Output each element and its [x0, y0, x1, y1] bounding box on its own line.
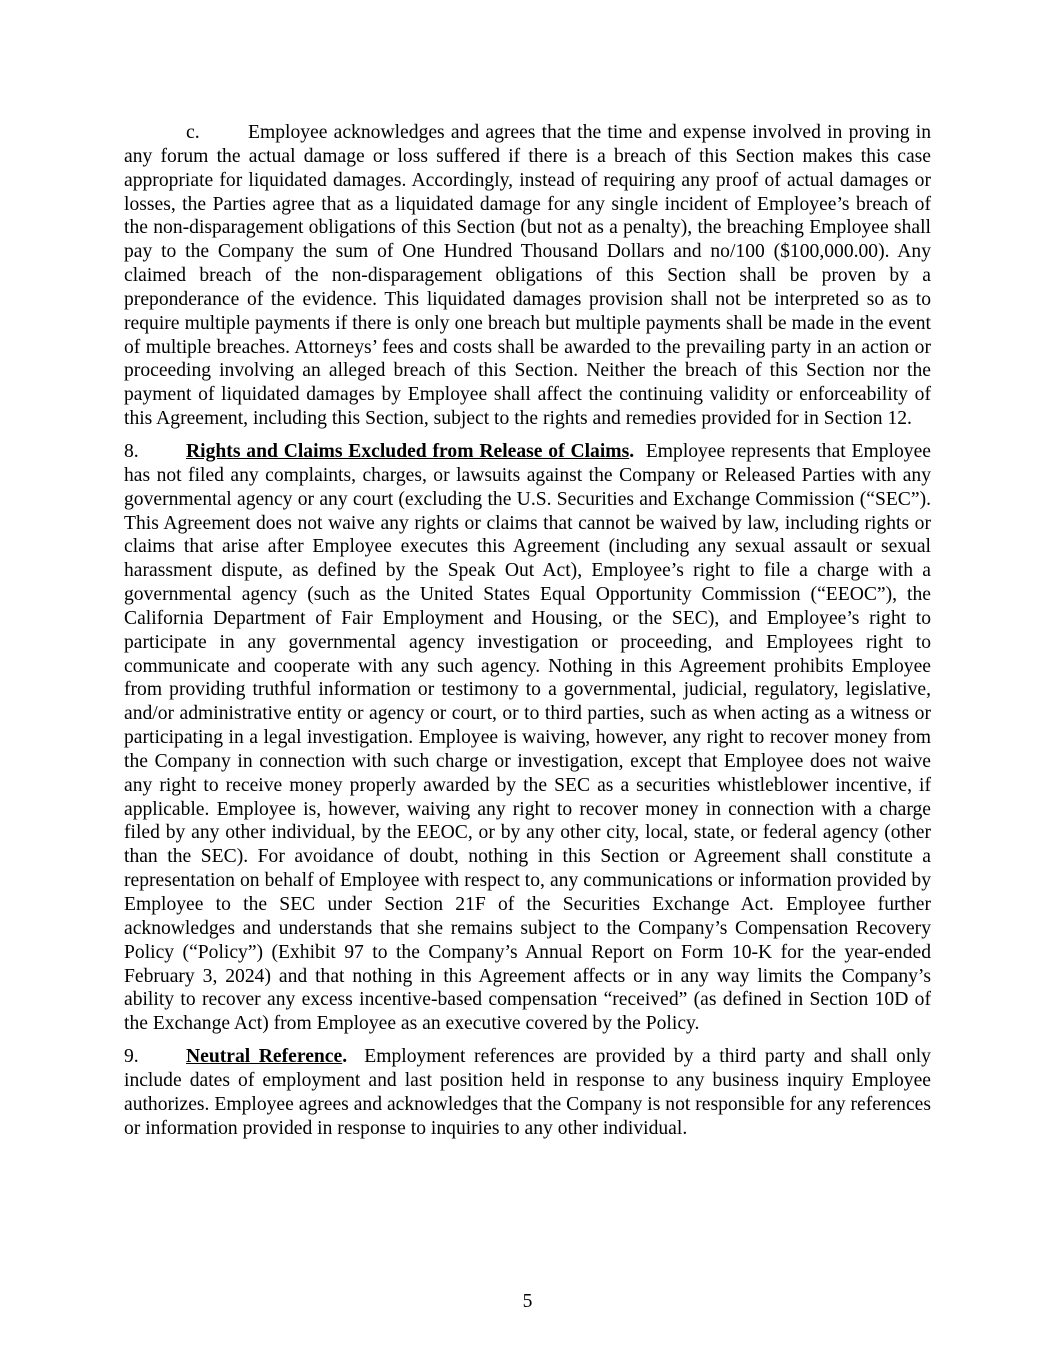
- section-8: [124, 440, 931, 1036]
- document-page: [124, 121, 931, 1140]
- section-8-number: 8.: [124, 440, 139, 462]
- section-9-heading-period: .: [342, 1046, 348, 1068]
- paragraph-c-text: Employee acknowledges and agrees that the time and expense involved in proving in any forum the actual damage or loss suffered if there is a breach of this Section makes this case appropriate for liquidated damages. Accordingly, instead of requiring any proof of actual damages or losses, the Parties agree that as a liquidated damage for any single incident of Employee’s breach of the non-disparagement obligations of this Section (but not as a penalty), the breaching Employee shall pay to the Company the sum of One Hundred Thousand Dollars and no/100 ($100,000.00). Any claimed breach of the non-disparagement obligations of this Section shall be proven by a preponderance of the evidence. This liquidated damages provision shall not be interpreted so as to require multiple payments if there is only one breach but multiple payments shall be made in the event of multiple breaches. Attorneys’ fees and costs shall be awarded to the prevailing party in an action or proceeding involving an alleged breach of this Section. Neither the breach of this Section nor the payment of liquidated damages by Employee shall affect the continuing validity or enforceability of this Agreement, including this Section, subject to the rights and remedies provided for in Section 12.: [124, 122, 931, 430]
- section-8-heading-period: .: [629, 440, 635, 462]
- section-9: [124, 1045, 931, 1140]
- section-9-heading: Neutral Reference: [186, 1046, 343, 1068]
- paragraph-c-label: c.: [186, 122, 200, 143]
- section-9-number: 9.: [124, 1046, 139, 1068]
- section-8-heading: Rights and Claims Excluded from Release of Claims: [186, 440, 630, 462]
- section-9-text: Employment references are provided by a third party and shall only include dates of employment and last position held in response to any business inquiry Employee authorizes. Employee agrees and acknowledges that the Company is not responsible for any references or information provided in response to inquiries to any other individual.: [124, 1046, 931, 1139]
- section-8-text: Employee represents that Employee has not filed any complaints, charges, or lawsuits against the Company or Released Parties with any governmental agency or any court (excluding the U.S. Securities and Exchange Commission (“SEC”). This Agreement does not waive any rights or claims that cannot be waived by law, including rights or claims that arise after Employee executes this Agreement (including any sexual assault or sexual harassment dispute, as defined by the Speak Out Act), Employee’s right to file a charge with a governmental agency (such as the United States Equal Opportunity Commission (“EEOC”), the California Department of Fair Employment and Housing, or the SEC), and Employee’s right to participate in any governmental agency investigation or proceeding, and Employees right to communicate and cooperate with any such agency. Nothing in this Agreement prohibits Employee from providing truthful information or testimony to a governmental, judicial, regulatory, legislative, and/or administrative entity or agency or court, or to third parties, such as when acting as a witness or participating in a legal investigation. Employee is waiving, however, any right to recover money from the Company in connection with such charge or investigation, except that Employee does not waive any right to receive money properly awarded by the SEC as a securities whistleblower incentive, if applicable. Employee is, however, waiving any right to recover money in connection with a charge filed by any other individual, by the EEOC, or by any other city, local, state, or federal agency (other than the SEC). For avoidance of doubt, nothing in this Section or Agreement shall constitute a representation on behalf of Employee with respect to, any communications or information provided by Employee to the SEC under Section 21F of the Securities Exchange Act. Employee further acknowledges and understands that she remains subject to the Company’s Compensation Recovery Policy (“Policy”) (Exhibit 97 to the Company’s Annual Report on Form 10-K for the year-ended February 3, 2024) and that nothing in this Agreement affects or in any way limits the Company’s ability to recover any excess incentive-based compensation “received” (as defined in Section 10D of the Exchange Act) from Employee as an executive covered by the Policy.: [124, 440, 931, 1035]
- page-number: 5: [522, 1291, 533, 1312]
- paragraph-c: [124, 121, 931, 431]
